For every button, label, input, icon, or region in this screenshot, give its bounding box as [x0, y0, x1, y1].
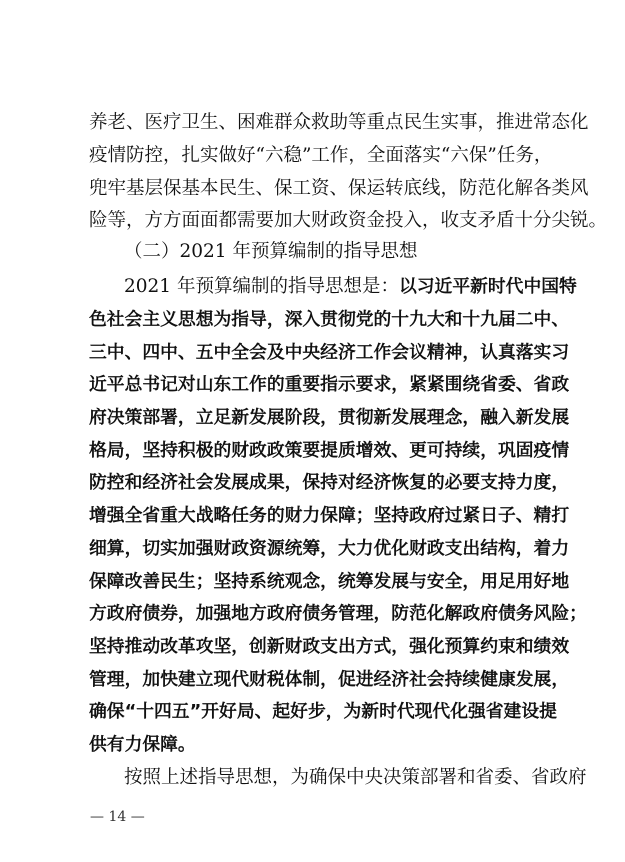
paragraph-1-line: 养老、医疗卫生、困难群众救助等重点民生实事，推进常态化: [89, 112, 589, 133]
paragraph-2-line: 增强全省重大战略任务的财力保障；坚持政府过紧日子、精打: [89, 505, 570, 526]
paragraph-1-line: 疫情防控，扎实做好“六稳”工作，全面落实“六保”任务，: [89, 145, 553, 166]
page-number: — 14 —: [90, 809, 145, 825]
paragraph-2-line: 防控和经济社会发展成果，保持对经济恢复的必要支持力度，: [89, 472, 570, 493]
paragraph-3-first-line: 按照上述指导思想，为确保中央决策部署和省委、省政府: [124, 767, 587, 788]
paragraph-2-line: 格局，坚持积极的财政政策要提质增效、更可持续，巩固疫情: [89, 440, 570, 461]
paragraph-1-line: 险等，方方面面都需要加大财政资金投入，收支矛盾十分尖锐。: [89, 210, 608, 231]
paragraph-2-line: 管理，加快建立现代财税体制，促进经济社会持续健康发展，: [89, 669, 570, 690]
paragraph-2-line: 三中、四中、五中全会及中央经济工作会议精神，认真落实习: [89, 342, 570, 363]
section-heading: （二）2021 年预算编制的指导思想: [124, 241, 418, 262]
paragraph-2-first-line: [124, 276, 577, 298]
paragraph-2-line: 方政府债券，加强地方政府债务管理，防范化解政府债务风险；: [89, 603, 587, 624]
paragraph-2-line: 供有力保障。: [89, 734, 196, 755]
paragraph-2-lead: 2021 年预算编制的指导思想是：: [124, 276, 399, 297]
paragraph-2-bold-start: 以习近平新时代中国特: [398, 276, 577, 297]
paragraph-2-line: 府决策部署，立足新发展阶段，贯彻新发展理念，融入新发展: [89, 407, 570, 428]
paragraph-1-line: 兜牢基层保基本民生、保工资、保运转底线，防范化解各类风: [89, 178, 589, 199]
paragraph-2-line: 近平总书记对山东工作的重要指示要求，紧紧围绕省委、省政: [89, 374, 570, 395]
paragraph-2-line: 保障改善民生；坚持系统观念，统筹发展与安全，用足用好地: [89, 571, 570, 592]
paragraph-2-line: 细算，切实加强财政资源统筹，大力优化财政支出结构，着力: [89, 538, 570, 559]
paragraph-2-line: 色社会主义思想为指导，深入贯彻党的十九大和十九届二中、: [89, 309, 570, 330]
paragraph-2-line: 坚持推动改革攻坚，创新财政支出方式，强化预算约束和绩效: [89, 636, 570, 657]
paragraph-2-line: 确保“十四五”开好局、起好步，为新时代现代化强省建设提: [89, 701, 557, 722]
